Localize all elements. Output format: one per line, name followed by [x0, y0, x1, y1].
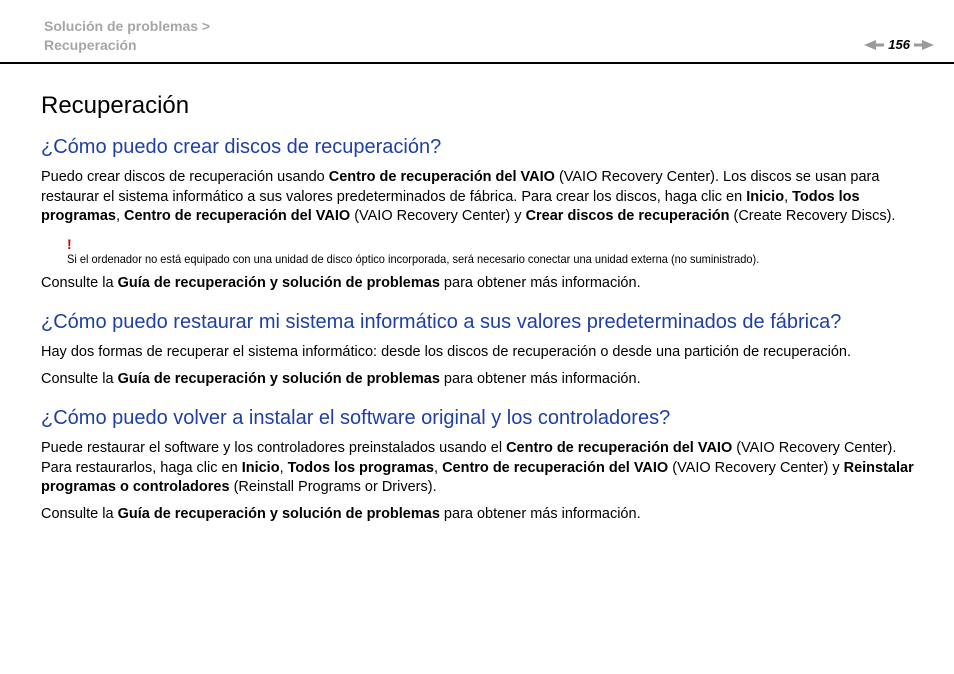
section-restore-factory	[41, 309, 921, 389]
consult-paragraph: Consulte la Guía de recuperación y solución de problemas para obtener más información.	[41, 274, 641, 291]
previous-page-arrow-icon[interactable]	[864, 40, 884, 50]
section-reinstall-software	[41, 405, 921, 524]
paragraph: Hay dos formas de recuperar el sistema informático: desde los discos de recuperación o desde una partición de recuperación.	[41, 344, 852, 360]
page-navigation	[864, 37, 934, 52]
breadcrumb-parent[interactable]: Solución de problemas >	[44, 18, 211, 34]
next-page-arrow-icon[interactable]	[914, 40, 934, 50]
paragraph: Puedo crear discos de recuperación usando Centro de recuperación del VAIO (VAIO Recovery Center). Los discos se usan para restaurar el sistema informático a sus valores predeterminados de fábrica. Para crear los discos, haga clic en Inicio, Todos los programas, Centro de recuperación del VAIO (VAIO Recovery Center) y Crear discos de recuperación (Create Recovery Discs).	[41, 169, 896, 224]
section-create-recovery-discs	[41, 134, 921, 293]
consult-paragraph: Consulte la Guía de recuperación y solución de problemas para obtener más información.	[41, 370, 641, 387]
page-title: Recuperación	[41, 92, 190, 119]
header-divider	[0, 62, 954, 64]
note	[67, 237, 921, 267]
breadcrumb	[44, 17, 210, 55]
paragraph: Puede restaurar el software y los controladores preinstalados usando el Centro de recuperación del VAIO (VAIO Recovery Center). Para restaurarlos, haga clic en Inicio, Todos los programas, Centro de recuperación del VAIO (VAIO Recovery Center) y Reinstalar programas o controladores (Reinstall Programs or Drivers).	[41, 440, 914, 495]
page-number: 156	[888, 37, 910, 52]
warning-icon: !	[67, 235, 72, 252]
consult-paragraph: Consulte la Guía de recuperación y solución de problemas para obtener más información.	[41, 505, 641, 522]
main-content	[41, 90, 921, 531]
note-text: Si el ordenador no está equipado con una unidad de disco óptico incorporada, será necesario conectar una unidad externa (no suministrado).	[67, 251, 760, 266]
breadcrumb-current: Recuperación	[44, 37, 137, 53]
section-heading: ¿Cómo puedo volver a instalar el software original y los controladores?	[41, 407, 671, 429]
section-heading: ¿Cómo puedo restaurar mi sistema informático a sus valores predeterminados de fábrica?	[41, 311, 842, 333]
section-heading: ¿Cómo puedo crear discos de recuperación?	[41, 136, 442, 158]
